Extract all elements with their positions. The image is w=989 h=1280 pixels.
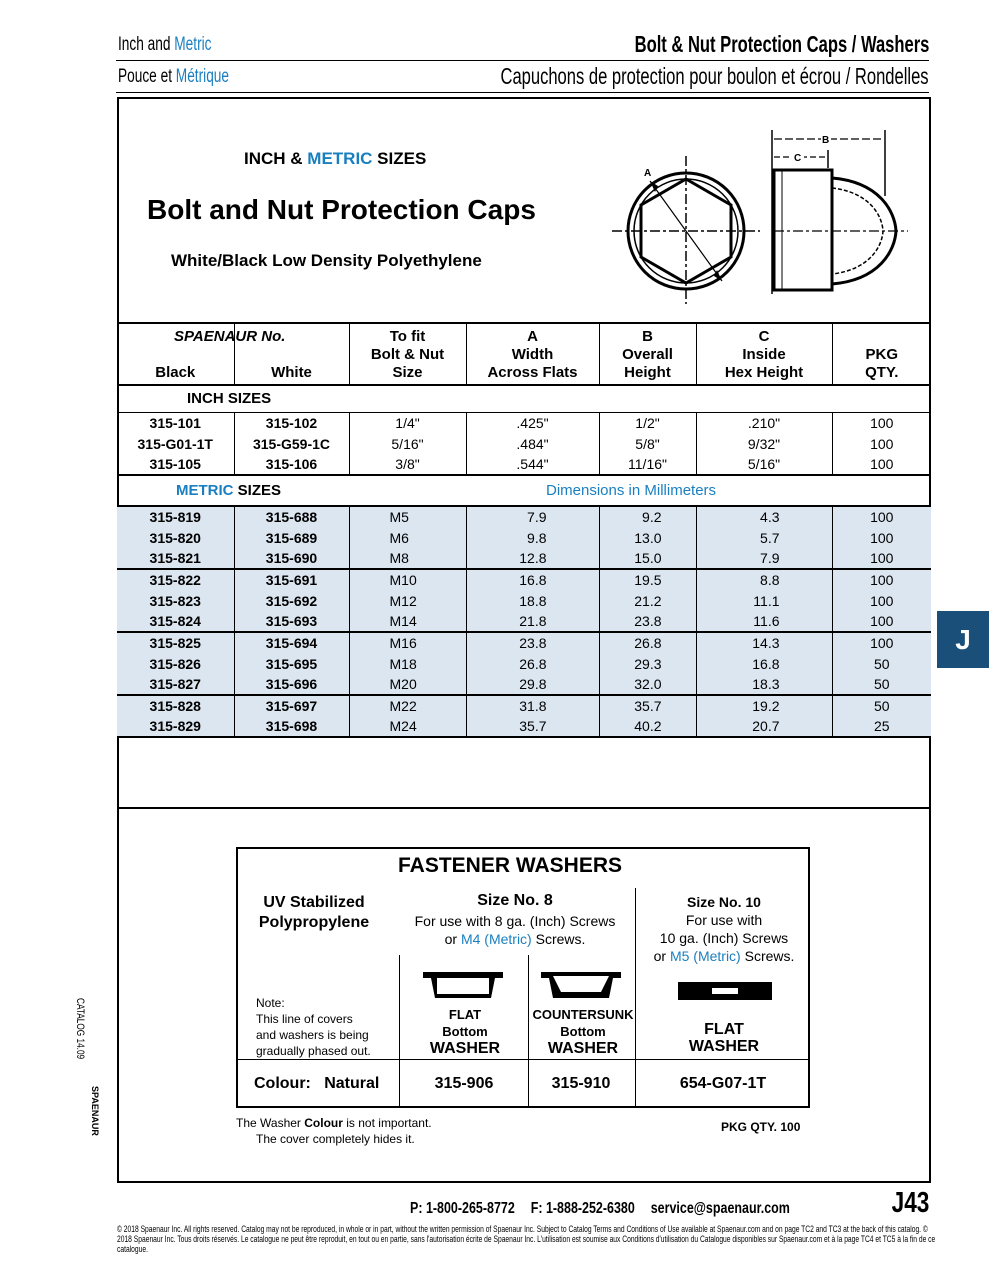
cell-c: 20.7 [696,716,832,737]
metric-sizes-label: METRIC SIZES [117,475,466,506]
cell-fit: M24 [349,716,466,737]
cell-pkg: 100 [832,527,931,548]
cell-black: 315-822 [117,569,234,590]
countersunk-washer-icon [539,970,623,1000]
washer-colour-note: The Washer Colour is not important. [236,1116,432,1130]
cell-white: 315-698 [234,716,349,737]
table-row [117,527,931,548]
cell-a: 35.7 [466,716,599,737]
cell-fit: M20 [349,674,466,695]
cell-black: 315-828 [117,695,234,716]
header-rule [116,60,929,61]
cell-white: 315-696 [234,674,349,695]
cell-black: 315-105 [117,454,234,475]
table-row [117,695,931,716]
cell-fit: M8 [349,548,466,569]
cell-white: 315-688 [234,506,349,527]
cell-c: 18.3 [696,674,832,695]
size8-description: Size No. 8 For use with 8 ga. (Inch) Screws or M4 (Metric) Screws. [414,892,616,947]
flat-bottom-label: FLAT Bottom WASHER [429,1007,501,1057]
cell-a: 9.8 [466,527,599,548]
cell-white: 315-697 [234,695,349,716]
cell-c: 5/16" [696,454,832,475]
cell-b: 21.2 [599,590,696,611]
cell-fit: M12 [349,590,466,611]
header-pouce-metrique: Pouce et Métrique [118,66,230,87]
cell-white: 315-695 [234,653,349,674]
cell-b: 19.5 [599,569,696,590]
cell-c: 14.3 [696,632,832,653]
cell-c: 7.9 [696,548,832,569]
diagram-label-a: A [644,168,652,179]
part-315-906: 315-906 [434,1075,494,1092]
metric-rows [117,506,931,737]
cell-b: 1/2" [599,412,696,433]
cell-c: 19.2 [696,695,832,716]
cell-c: 11.6 [696,611,832,632]
cell-b: 26.8 [599,632,696,653]
spec-table [117,322,931,738]
cell-a: 29.8 [466,674,599,695]
a-header: A Width Across Flats [466,323,599,385]
fax: F: 1-888-252-6380 [530,1200,635,1217]
email-link[interactable]: service@spaenaur.com [650,1200,790,1217]
size10-description: Size No. 10 For use with 10 ga. (Inch) Screws or M5 (Metric) Screws. [653,894,795,964]
sizes-heading: INCH & METRIC SIZES [244,149,427,168]
cell-white: 315-689 [234,527,349,548]
cell-pkg: 100 [832,632,931,653]
cell-a: 21.8 [466,611,599,632]
cell-fit: M18 [349,653,466,674]
cell-a: .425" [466,412,599,433]
cell-a: 12.8 [466,548,599,569]
table-row [117,433,931,454]
cell-black: 315-825 [117,632,234,653]
cell-fit: M10 [349,569,466,590]
table-row [117,590,931,611]
metric-sizes-band [117,475,931,506]
cell-pkg: 100 [832,506,931,527]
cell-pkg: 50 [832,695,931,716]
diagram-label-c: C [794,153,802,164]
cell-a: 26.8 [466,653,599,674]
cap-diagram [610,126,910,306]
cell-a: 7.9 [466,506,599,527]
product-subtitle: White/Black Low Density Polyethylene [171,251,482,270]
table-row [117,569,931,590]
cell-white: 315-694 [234,632,349,653]
cell-a: 23.8 [466,632,599,653]
cell-b: 23.8 [599,611,696,632]
cell-b: 13.0 [599,527,696,548]
cell-black: 315-824 [117,611,234,632]
cell-c: 16.8 [696,653,832,674]
brand-vertical: SPAENAUR [90,1086,100,1136]
countersunk-bottom-label: COUNTERSUNK Bottom WASHER [532,1007,634,1057]
table-header-row [117,323,931,385]
header-inch-metric: Inch and Metric [118,34,212,55]
washer-cover-note: The cover completely hides it. [256,1132,415,1146]
cell-c: 9/32" [696,433,832,454]
contact-info [410,1200,802,1218]
cell-c: 11.1 [696,590,832,611]
header-section-title: Bolt & Nut Protection Caps / Washers [634,31,929,57]
cell-black: 315-819 [117,506,234,527]
cell-b: 29.3 [599,653,696,674]
cell-fit: M6 [349,527,466,548]
cell-black: 315-101 [149,414,201,431]
cell-a: 16.8 [466,569,599,590]
copyright-notice: © 2018 Spaenaur Inc. All rights reserved. Catalog may not be reproduced, in whole or in part, without the written permission of Spaenaur Inc. Subject to Catalog Terms and Conditions of Use available at Spaenaur.com and on page TC2 and TC3 at the back of this catalog. © 2018 Spaenaur Inc. Tous droits réservés. Le catalogue ne peut être reproduit, en tout ou en partie, sans l'autorisation écrite de Spaenaur Inc. L'utilisation est soumise aux Conditions d'utilisation du Catalogue disponibles sur Spaenaur.com et à la page TC4 et TC5 à la fin de ce catalogue. [117,1224,936,1254]
metric-note: Dimensions in Millimeters [466,475,931,506]
cell-black: 315-827 [117,674,234,695]
cell-b: 11/16" [599,454,696,475]
cell-fit: M14 [349,611,466,632]
cell-pkg: 50 [832,674,931,695]
cell-black: 315-820 [117,527,234,548]
phone[interactable]: P: 1-800-265-8772 [410,1200,515,1217]
table-row [117,454,931,475]
grid-line [399,955,400,1060]
cell-b: 32.0 [599,674,696,695]
cell-a: .544" [466,454,599,475]
cell-white: 315-106 [234,454,349,475]
cell-b: 35.7 [599,695,696,716]
flat-washer-10-icon [678,980,772,1002]
cell-white: 315-102 [234,412,349,433]
cell-c: 4.3 [696,506,832,527]
colour-row: Colour: Natural [254,1075,380,1092]
cell-b: 15.0 [599,548,696,569]
table-row [117,412,931,433]
cell-pkg: 50 [832,653,931,674]
cell-pkg: 100 [832,454,931,475]
header-rule [116,92,929,93]
table-row [117,548,931,569]
cell-white: 315-693 [234,611,349,632]
cell-fit: M5 [349,506,466,527]
cell-black: 315-826 [117,653,234,674]
cell-pkg: 100 [832,412,931,433]
cell-fit: 3/8" [349,454,466,475]
section-tab-j[interactable]: J [937,611,989,668]
table-row [117,716,931,737]
cell-c: 5.7 [696,527,832,548]
cell-c: 8.8 [696,569,832,590]
cell-pkg: 100 [832,548,931,569]
pkg-header: PKG QTY. [832,323,931,385]
table-row [117,653,931,674]
cell-c: .210" [696,412,832,433]
cell-white: 315-691 [234,569,349,590]
table-row [117,674,931,695]
spaenaur-no-header: SPAENAUR No. [174,328,286,345]
product-title: Bolt and Nut Protection Caps [147,194,536,225]
table-row [117,611,931,632]
header-section-title-fr: Capuchons de protection pour boulon et écrou / Rondelles [500,63,929,89]
washers-material: UV Stabilized Polypropylene [258,894,370,931]
c-header: C Inside Hex Height [696,323,832,385]
cell-black: 315-G01-1T [137,435,213,452]
washers-title: FASTENER WASHERS [397,854,623,877]
cell-fit: M22 [349,695,466,716]
cell-pkg: 100 [832,611,931,632]
phase-out-note: Note: This line of covers and washers is being gradually phased out. [256,996,371,1058]
flat-washer-10-label: FLAT WASHER [688,1021,760,1055]
cell-b: 5/8" [599,433,696,454]
page-number: J43 [891,1187,929,1219]
flat-washer-icon [421,970,505,1000]
b-header: B Overall Height [599,323,696,385]
cell-black: 315-829 [117,716,234,737]
cell-fit: M16 [349,632,466,653]
catalog-version: CATALOG 14.09 [74,998,86,1060]
part-315-910: 315-910 [551,1075,611,1092]
table-row [117,632,931,653]
cell-pkg: 100 [832,590,931,611]
white-header: White [271,364,312,381]
cell-black: 315-821 [117,548,234,569]
grid-line [236,1059,810,1060]
cell-b: 40.2 [599,716,696,737]
inch-sizes-label: INCH SIZES [117,385,931,412]
cell-a: 18.8 [466,590,599,611]
cell-pkg: 100 [832,569,931,590]
cell-black: 315-823 [117,590,234,611]
cell-white: 315-G59-1C [234,433,349,454]
table-row [117,506,931,527]
washer-pkg-qty: PKG QTY. 100 [721,1120,801,1134]
cell-pkg: 25 [832,716,931,737]
cell-a: .484" [466,433,599,454]
cell-white: 315-692 [234,590,349,611]
cell-pkg: 100 [832,433,931,454]
section-divider [117,807,931,809]
cell-white: 315-690 [234,548,349,569]
inch-sizes-band [117,385,931,412]
cell-a: 31.8 [466,695,599,716]
black-header: Black [155,364,196,381]
inch-rows [117,412,931,475]
cell-fit: 5/16" [349,433,466,454]
cap-front-view [612,156,760,304]
part-654-g07-1t: 654-G07-1T [679,1075,767,1092]
cell-b: 9.2 [599,506,696,527]
fit-header: To fit Bolt & Nut Size [349,323,466,385]
diagram-label-b: B [822,135,830,146]
washers-box [236,847,810,1108]
cell-fit: 1/4" [349,412,466,433]
